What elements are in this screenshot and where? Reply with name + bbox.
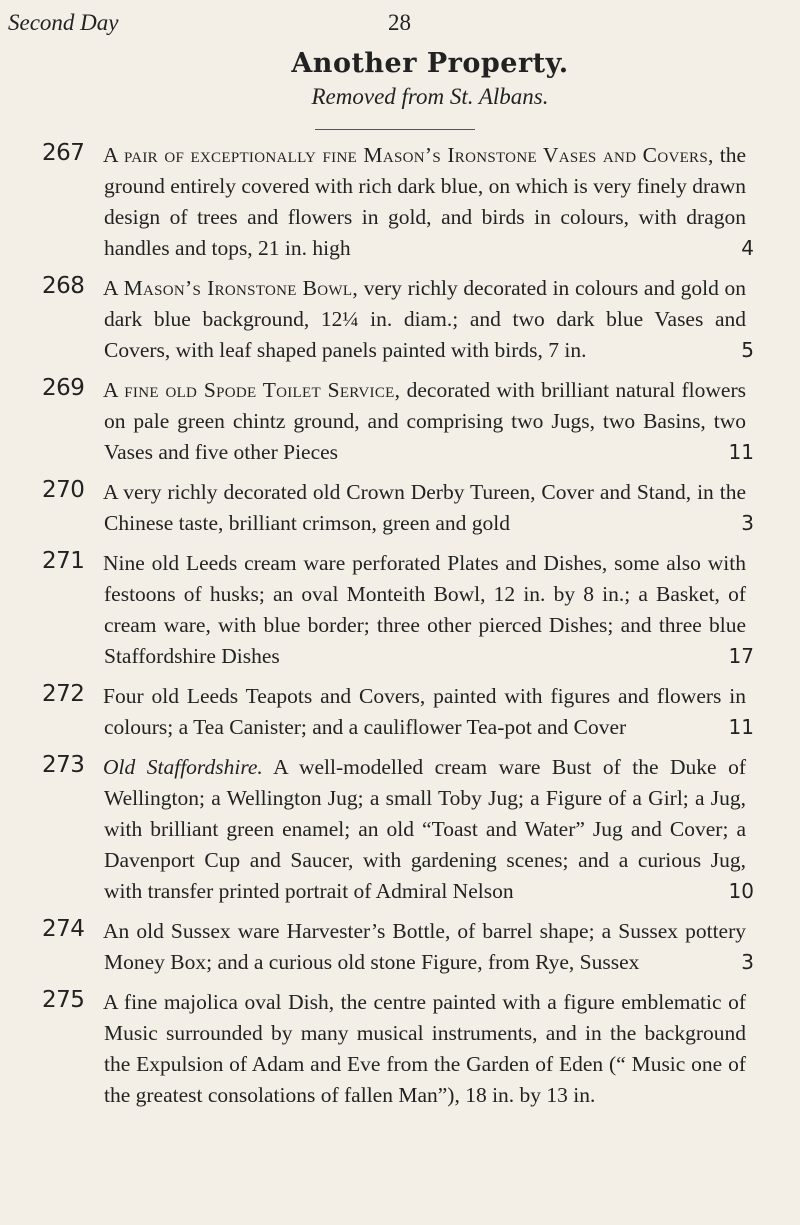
lot-description <box>103 477 754 539</box>
lot-estimate: 11 <box>728 440 754 464</box>
day-heading: Second Day <box>8 10 119 35</box>
lot-number: 274 <box>42 916 85 942</box>
lot-estimate: 5 <box>741 338 754 362</box>
lot-body: An old Sussex ware Harvester’s Bottle, of barrel shape; a Sussex pottery Money Box; and a curious old stone Figure, from Rye, Sussex <box>103 919 746 974</box>
lot-268 <box>0 273 800 366</box>
lot-list <box>0 140 800 1120</box>
section-title: Another Property. <box>291 48 569 79</box>
lot-body: Nine old Leeds cream ware perforated Plates and Dishes, some also with festoons of husks; an oval Monteith Bowl, 12 in. by 8 in.; a Basket, of cream ware, with blue border; three other pierced Dishes; and three blue Staffordshire Dishes <box>103 551 746 668</box>
lot-lead: A pair of exceptionally fine Mason’s Ironstone Vases and Covers, <box>103 143 714 167</box>
lot-271 <box>0 548 800 672</box>
lot-274 <box>0 916 800 978</box>
lot-description <box>103 140 754 264</box>
lot-body: very richly decorated in colours and gold on dark blue background, 12¼ in. diam.; and two dark blue Vases and Covers, with leaf shaped panels painted with birds, 7 in. <box>104 276 746 362</box>
lot-body: the ground entirely covered with rich dark blue, on which is very finely drawn design of trees and flowers in gold, and birds in colours, with dragon handles and tops, 21 in. high <box>104 143 747 260</box>
lot-description <box>103 752 754 907</box>
lot-body: decorated with brilliant natural flowers on pale green chintz ground, and comprising two Jugs, two Basins, two Vases and five other Pieces <box>104 378 746 464</box>
lot-272 <box>0 681 800 743</box>
lot-estimate: 3 <box>741 950 754 974</box>
lot-275 <box>0 987 800 1111</box>
lot-body: A well-modelled cream ware Bust of the Duke of Wellington; a Wellington Jug; a small Toby Jug; a Figure of a Girl; a Jug, with brilliant green enamel; an old “Toast and Water” Jug and Cover; a Davenport Cup and Saucer, with gardening scenes; and a curious Jug, with transfer printed portrait of Admiral Nelson <box>104 755 746 903</box>
lot-description <box>103 681 754 743</box>
lot-estimate: 11 <box>728 715 754 739</box>
divider <box>315 129 475 130</box>
lot-number: 270 <box>42 477 85 503</box>
lot-267 <box>0 140 800 264</box>
lot-number: 268 <box>42 273 85 299</box>
running-head <box>0 10 800 40</box>
lot-number: 269 <box>42 375 85 401</box>
lot-description <box>103 916 754 978</box>
section-title-block <box>0 48 800 79</box>
lot-estimate: 3 <box>741 511 754 535</box>
lot-estimate: 4 <box>741 236 754 260</box>
lot-269 <box>0 375 800 468</box>
section-subtitle: Removed from St. Albans. <box>311 84 549 109</box>
lot-number: 271 <box>42 548 85 574</box>
lot-description <box>103 548 754 672</box>
lot-273 <box>0 752 800 907</box>
lot-number: 275 <box>42 987 85 1013</box>
lot-estimate: 17 <box>728 644 754 668</box>
lot-number: 272 <box>42 681 85 707</box>
lot-description <box>103 273 754 366</box>
lot-body: A fine majolica oval Dish, the centre painted with a figure emblematic of Music surrounded by many musical instruments, and in the background the Expulsion of Adam and Eve from the Garden of Eden (“ Music one of the greatest consolations of fallen Man”), 18 in. by 13 in. <box>103 990 746 1107</box>
lot-lead: Old Staffordshire. <box>103 755 263 779</box>
lot-lead: A Mason’s Ironstone Bowl, <box>103 276 359 300</box>
page-number: 28 <box>388 10 411 35</box>
lot-estimate: 10 <box>728 879 754 903</box>
lot-number: 273 <box>42 752 85 778</box>
lot-lead: A fine old Spode Toilet Service, <box>103 378 401 402</box>
lot-body: Four old Leeds Teapots and Covers, painted with figures and flowers in colours; a Tea Canister; and a cauliflower Tea-pot and Cover <box>103 684 746 739</box>
lot-description <box>104 987 746 1111</box>
lot-description <box>103 375 754 468</box>
lot-number: 267 <box>42 140 85 166</box>
lot-270 <box>0 477 800 539</box>
lot-body: A very richly decorated old Crown Derby Tureen, Cover and Stand, in the Chinese taste, brilliant crimson, green and gold <box>103 480 746 535</box>
